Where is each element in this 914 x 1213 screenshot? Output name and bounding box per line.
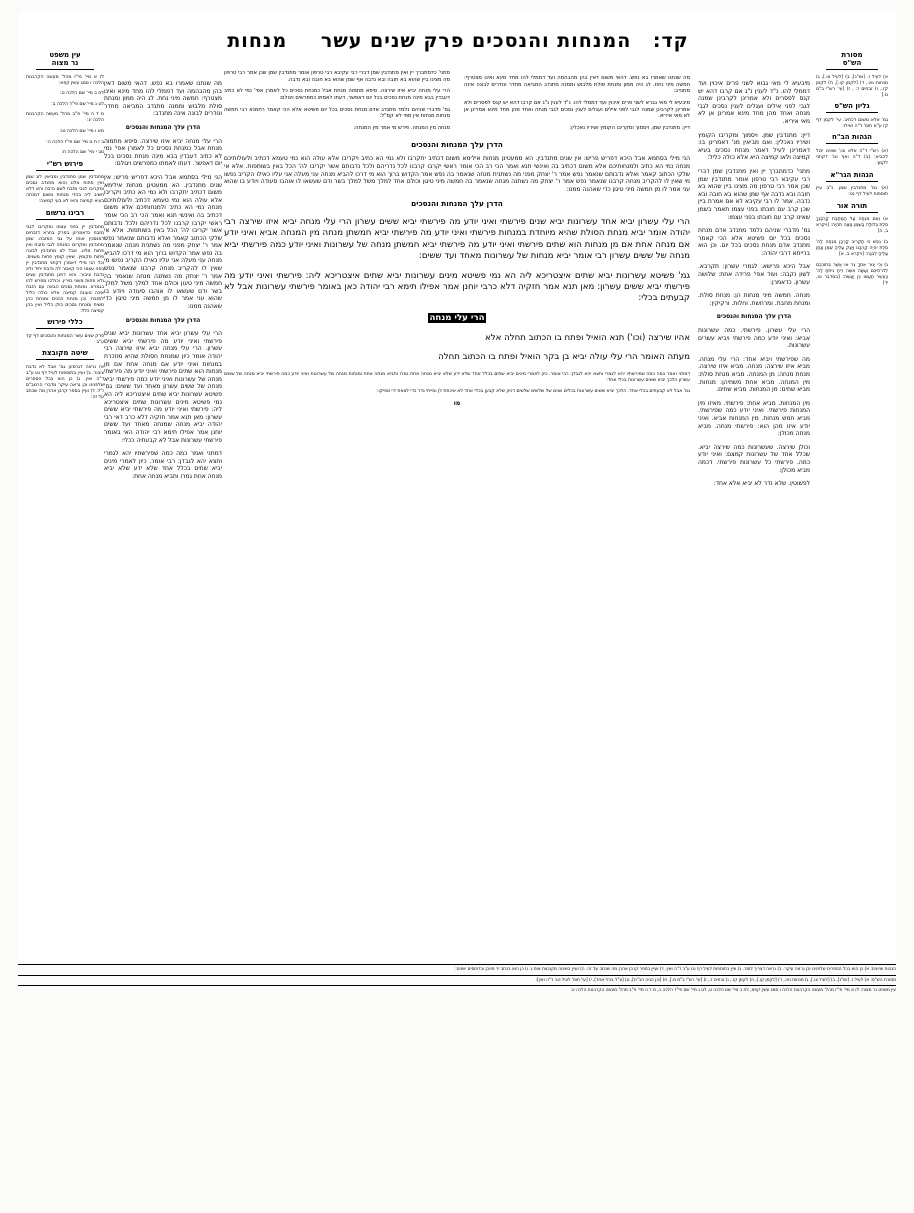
bottom-note-line: מסורת הש"ס: א) לעיל ז. [וש"נ], ב) [לעיל צו.], ג) מנחות נא:, ד) [לקמן קו.], ה) לקמן קז., ו) זבחים ז:, ז) [עי' רש"י ב"מ מ.], ח) [וכן הגיה הב"ח], ט) [צ"ל בכלי אחד], י) [עי' תוס' לעיל נט: ד"ה ואין]: bbox=[535, 977, 896, 983]
tosafot-paragraph: הרי עלי מנחה יביא איזו שירצה. סיפא מתמוה מנחת אבל כמנחת נסכים כל לאמרן אפי' נמי לא כתיב דעבדין בבא מינה מנחת נסכים בכל יום דאפשר. דעתו לאמתו כמפרשים ויגולם: bbox=[104, 137, 222, 168]
torah-or-verse: ב) נֶפֶשׁ כִּי תַקְרִיב קָרְבַּן מִנְחָה לַה' סֹלֶת יִהְיֶה קָרְבָּנוֹ וְיָצַק עָלֶיהָ שֶׁמֶן וְנָתַן עָלֶיהָ לְבֹנָה: [ויקרא ב, א] bbox=[816, 239, 888, 257]
tosafot-paragraph: הני מילי בסתמא אבל היכא דפריש פריש: אין שנים מתנדבין. הא ממעטינן מנחות אילימא משום דכתיב יתקרבו ולא נמי הא כתיב ויקריבו אלא עולה הוא נמי טעמא דכתיב ולעולותיכם מנחה נמי הא כתיב ולמנחותיכם אלא משום דכתיב בה ואינשי תנא ואמר הכי רב הכי אומר ראשי יקרבו קרבנו לכל נדריהם ולכל נדבותם אשר יקריבו לה' הכל באין בשותפות. אלא אי שלקי הכתוב קאמר ואלא נדבותם שנאמר נפש אמר ר' יצחק מפני מה נשתנית מנחה שנאמר בה נפש אמר הקדוש ברוך הוא מי דרכו להביא מנחה עני מעלה אני עליו כאילו הקריב נפשו מי שאין לו להקריב מנחה קרבנו שנאמר נפש אמר ר' יצחק מה נשתנה מנחה שנאמר בה חמשה מיני טיגון וכולם אחד למלך משל למלך בשר ודם שעשאו לו אוהבו סעודה ויודע בו שהוא עני אמר לו מן חמשה מיני טיגון כדי שאהנה ממנו: bbox=[104, 173, 222, 311]
divider bbox=[36, 359, 94, 360]
gemara-tail-paragraph: אהיו שירצה (וכו') תנא הואיל ופתח בו הכתוב תחלה אלא bbox=[485, 332, 690, 343]
perush-rashi-text: מתנדבין שמן מתנדבין ומביאין לוג שמן ואין פחות מלוג והוא מתנדב נסכים ומקריבו לגבי מזבח לשם נדבה והא דלא חשיב ליה בהדי מנחות משום דמנחה בעיא קמיצה והאי לא בעי קמיצה: bbox=[26, 175, 104, 205]
divider bbox=[826, 69, 878, 70]
masoret-hashas-column bbox=[816, 52, 888, 291]
hadran-alach-1: הדרן עלך המנחות והנסכים bbox=[411, 139, 503, 149]
gemara-top-paragraph: מיבעיא לי מאי גברא לשני פרים איכוין ועד דממלי להו. נ"ד לענין נ"ג אם קרבו דהא יש קנס לפסרים ולא אמרינן לקרבינן שמנה לגבי לפני אילים ועגלים לענין נסכים לגבי מנחה ואחד מהן מחד מינא אמרינן אן לא מאי איריא. bbox=[464, 100, 690, 120]
divider bbox=[36, 219, 94, 220]
torah-or-title: תורה אור bbox=[836, 201, 868, 210]
masechta-name: מנחות bbox=[227, 30, 288, 52]
perush-rashi-title: פירוש רש"י bbox=[46, 159, 84, 168]
gemara-top-two-columns bbox=[224, 70, 690, 137]
hadran-line: הדרן עלך המנחות והנסכים bbox=[125, 123, 201, 131]
tosafot-commentary-column bbox=[104, 74, 222, 487]
rashi-paragraph: דיין: מתנדבין שמן. ויסמוך ומקריבו הקומץ ושיריו נאכלין: ואם מביאין מנ' דאמרינן בו: דאמרינן לעיל דאמר מנחת נסכים בעיא קמיצה ולאו קמיצה היא אלא כולה כליל: bbox=[698, 131, 810, 162]
divider bbox=[826, 212, 878, 213]
divider bbox=[36, 170, 94, 171]
gemara-top-paragraph: דיין: מתנדבין שמן. ויסמוך ומקריבו הקומץ ושיריו נאכלין: bbox=[569, 125, 690, 132]
ein-mishpat-item: מ ד ה מיי' פ"ב מהל' מעשה הקרבנות הלכה יג: bbox=[26, 112, 104, 124]
rabenu-gershom-title: רבינו גרשום bbox=[45, 208, 85, 217]
bottom-notes-area bbox=[18, 962, 896, 994]
klalei-perush-text: פרק שנים עשר המנחות והנסכים דף קד ע"ב bbox=[26, 333, 104, 345]
tosafot-paragraph: הרי עלי עשרון יביא אחד עשרונות יביא שנים פירשתי ואיני יודע מה פירשתי יביא ששים עשרון. הרי עלי מנחה יביא איזו שירצה רבי יהודה אומר כיון שמנחת חסולת שהיא מוזכרת במנחות ואיני יודע אם מנחה אחת אם מן מנחות הוא שתים פירשתי ואיני יודע מה פירשתי מנחה של עשרונות ואיני יודע כמה פירשתי יביא מנחה של ששים עשרון מאחד ועד ששים: גם' פשיטא עשרונות יביא שתים איצטריכא ליה הא נמי פשיטא מינים עשרונות שתים איצטריכא ליה: פירשתי ואיני יודע מה פירשתי יביא ששים עשרון: מאן תנא אמר חזקיה דלא כרב דאי רבי יהודה יביא מנחה שמנחה מאחד ועד ששים יוחנן אמר אפילו תימא רבי יהודה האי באומר פירשתי עשרונות אבל לא קבעתיה ככלי: bbox=[104, 330, 222, 444]
page-sheet bbox=[18, 12, 896, 962]
rashi-paragraph: גמ' מדברי שניהם נלמד מתנדב אדם מנחת נסכים בכל יום פשיטא אלא הכי קאמר מתנדב אדם מנחת נסכים בכל יום. וכן הוא ברייתא דרבי יהודה: bbox=[698, 227, 810, 257]
rabenu-gershom-text: מתנדבין יין בפני עצמו ומקריבו לגבי מזבח כדאמרינן בפרק בתרא דזבחים דמנסכין אותו על גבי המזבח. שמן מתנדבין ומקריבו כמנחה לגבי מזבח ואין פחות מלוג. אבל לא מתנדבין לבונה פחות מקומץ. שאין קומץ פחות משנים. וכל הני מילי דאמרן דקתני מתנדבין יין בפני עצמו הכי קאמר לה נדבת יחיד ולא נדבת ציבור. והא דתנן מתנדבין עצים ולא פחות משני גזירין. וכולהו מפרש להו בגמרא. ומנחת נסכים הבאה עם הזבח אינה טעונה קמיצה אלא כולה כליל למזבח. וכן מנחת כהנים ומנחת כהן משיח ומנחת נסכים כולן כליל ואין בהן קמיצה כלל: bbox=[26, 224, 104, 314]
page-title bbox=[168, 30, 748, 52]
hadran-alach-2: הדרן עלך המנחות והנסכים bbox=[411, 199, 503, 209]
ein-mishpat-item: מא ו מיי' שם הלכה טו: bbox=[59, 128, 104, 134]
masoret-item: (א) רש"י ד"ה אלא וכו' שאינו יכול להביא: (ב) ד"ה ואף וכו' דקתני לקמן: bbox=[816, 148, 888, 166]
gemara-top-paragraph: הרי עלי מנחה יביא איזו שירצה. סיפא מתמוה מנחת אבל כמנחת נסכים כל לאמרן אפי' נמי לא כתיב דעבדין בבא מינה מנחת נסכים בכל יום דאפשר. דעתו לאמתו כמפרשים ויגולם: bbox=[224, 88, 450, 101]
folio-mark: מו bbox=[453, 400, 461, 408]
daf-number: קד: bbox=[652, 30, 689, 52]
gemara-footnote-line-2: גמ' אבל לא קבעתים בכלי אחד. הלכך יביא ששים עשרונות בכלים שנים של שלשים שלשים דכיון שלא קבען בכלי אחד לא איכפת לן ומייתי נדר כדי לצאת ידי ספיקו: bbox=[377, 388, 690, 394]
ein-mishpat-item: ב ז ח ט מיי' שם פי"ז הלכה ה: bbox=[46, 139, 104, 145]
gemara-top-paragraph: מתני' כדמתברך יין ואין מתנדבין שמן דברי רבי עקיבא רבי טרפון אומר מתנדבין שמן שכן אמר רבי טרפון מה מצינו ביין שהוא בא חובה ובא נדבה אף שמן שהוא בא חובה ובא נדבה. bbox=[224, 70, 450, 83]
bottom-note-line: עין משפט נר מצוה: לז א מיי' פי"ז מהל' מעשה הקרבנות הלכה ו סמג עשין קפא, לח ב מיי' שם הלכה ט, לט ג מיי' שם פי"ד הלכה ב, מ ד ה מיי' פ"ב מהל' מעשה הקרבנות הלכה יג: bbox=[570, 988, 896, 994]
gemara-top-paragraph: גמ' מדברי שניהם נלמד מתנדב אדם מנחת נסכים בכל יום פשיטא אלא הכי קאמר רחמנא רבי חמשה מנחות מנחות אין מפי לא קמ"ל: bbox=[224, 106, 450, 120]
ein-mishpat-title-line1: עין משפט bbox=[49, 51, 81, 59]
rashi-paragraph: מנחה. חמשה מיני מנחות הן: מנחת סולת. ומנחת מחבת. ומרחשת. וחלות. ורקיקין: bbox=[698, 292, 810, 307]
divider bbox=[826, 143, 878, 144]
divider bbox=[18, 985, 896, 986]
hagahot-hagra-title: הגהות הגר"א bbox=[830, 170, 874, 179]
tosafot-paragraph: דמתני ואמר כמה כמה שפירשתיו יהא לגמרי ותצא יהא לגבדן: רבי אומר. כיון לאמרי מינים יביא שתים בכלל אחד שלא ידע שלא יביא מנחה אחת גמרו ותביא מנחה אחת: bbox=[104, 450, 222, 480]
gemara-text: גמ' פשיטא עשרונות יביא שתים איצטריכא ליה הא נמי פשיטא מינים עשרונות יביא שתים איצטריכא ליה: פירשתי ואיני יודע מה פירשתי יביא ששים עשרון: מאן תנא אמר חזקיה דלא כרבי יוחנן אמר אפילו תימא רבי יהודה כאן באומר פירשתי עשרונות אבל לא קבעתים בכלי: bbox=[224, 270, 690, 304]
divider bbox=[18, 964, 896, 965]
divider bbox=[36, 69, 94, 70]
rashi-paragraph: וכולן שירצה. שעשרונות כמה שירצה יביא. שכלל אחד של עשרונות קמצם: ואיני יודע כמה. פירשתי כל עשרונות פירשתי. דכמה מביא מכולן: bbox=[698, 443, 810, 474]
page-header bbox=[168, 30, 748, 52]
gemara-main-text bbox=[224, 70, 690, 409]
ein-mishpat-item: מב י מיי' שם הלכה ח: bbox=[61, 150, 104, 156]
gilyon-title: גליון הש"ס bbox=[834, 102, 870, 111]
bottom-note-line: הגהות וציונים: א) כן הוא בכל הספרים שלפנינו וכן נראה עיקר. ב) נראה דצריך לומר. ג) עיין בתוספות לעיל דף נט ע"ב ד"ה ואין. ד) ועיין בספר קרבן אהרן מה שכתב על זה. ה) ועיין בשיטה מקובצת אות ג. ו) כן הוא בכתב יד מינכן ובדפוסים ישנים: bbox=[455, 967, 896, 972]
ein-mishpat-item: לט ג מיי' שם פי"ד הלכה ב: bbox=[51, 101, 104, 107]
torah-or-verse: א) וְאִם מִנְחָה עַל הַמַּחֲבַת קָרְבָּנֶךָ סֹלֶת בְּלוּלָה בַשֶּׁמֶן מַצָּה תִהְיֶה: [ויקרא ב, ה] bbox=[816, 217, 888, 235]
shita-mekubetzet-text: א) נראה דגרסינן גמ' אבל לא נדבת ציבור. ב) ועיין בתוספות לעיל דף נט ע"ב ד"ה ואין. ג) כן הוא בכל הספרים שלפנינו וכן נראה עיקר מדברי הרמב"ם ז"ל. ד) ועיין בספר קרבן אהרן מה שכתב על זה: bbox=[26, 364, 104, 400]
shita-mekubetzet-title: שיטה מקובצת bbox=[42, 349, 88, 358]
ein-mishpat-item: לז א מיי' פי"ז מהל' מעשה הקרבנות הלכה ו סמג עשין קפא: bbox=[26, 74, 104, 86]
rashi-commentary-column bbox=[698, 74, 810, 494]
gemara-footnote-line: דמתני ואמר כמה כמה שפירשתיו יהא לגמרי ותצא יהא לגבדן: רבי אומר. כיון לאמרי מינים יביא שתים בכלל אחד שלא ידע שלא יביא מנחה אחת גמרו ותביא מנחה אחת ומנחות מנחה של עשרונות ואיני יודע כמה פירשתי יביא מנחה של ששים עשרון הלכך יביא ששים עשרונות בכלי אחד: bbox=[224, 372, 690, 384]
rashi-paragraph: אבל היכא פרישא. לגמרי עשרון: תקרבא. לשון נקבה: ועוד אפי' פרידה אחת: שלושה עשרון. כדאמרן: bbox=[698, 263, 810, 286]
gemara-tail-paragraph-2: מעתה האומר הרי עלי עולה יביא בן בקר הואיל ופתח בו הכתוב תחלה bbox=[438, 352, 690, 363]
hadran-line: הדרן עלך המנחות והנסכים bbox=[125, 316, 201, 324]
divider bbox=[826, 112, 878, 113]
gemara-body-paragraph: הני מילי בסתמא אבל היכא דפריש פריש: אין שנים מתנדבין. הא ממעטינן מנחות אילימא משום דכתיב יתקרבו ולא נמי הא כתיב ויקריבו אלא עולה הוא נמי טעמא דכתיב ולעולותיכם מנחה נמי הא כתיב ולמנחותיכם אלא משום דכתיב בה ואינשי תנא ואמר הכי רב הכי אומר ראשי יקרבו קרבנו לכל נדריהם ולכל נדבותם אשר יקריבו לה' הכל באין בשותפות. אלא אי שלקי הכתוב קאמר ואלא נדבותם שנאמר נפש אמר ר' יצחק מפני מה נשתנית מנחה שנאמר בה נפש אמר הקדוש ברוך הוא מי דרכו להביא מנחה עני מעלה אני עליו כאילו הקריב נפשו מי שאין לו להקריב מנחה קרבנו שנאמר נפש אמר ר' יצחק מה נשתנה מנחה שנאמר בה חמשה מיני טיגון וכולם אחד למלך משל למלך בשר ודם שעשאו לו אוהבו סעודה ויודע בו שהוא עני אמר לו מן חמשה מיני טיגון כדי שאהנה ממנו: bbox=[224, 155, 690, 193]
hadran-line: הדרן עלך המנחות והנסכים bbox=[716, 313, 792, 321]
masoret-item: (א) גמ' מתנדבין שמן. נ"ב עיין תוספות לעיל דף נט: bbox=[816, 186, 888, 198]
torah-or-verse: ג) וְכִי יָגוּר אִתְּךָ גֵּר אוֹ אֲשֶׁר בְּתוֹכְכֶם לְדֹרֹתֵיכֶם וְעָשָׂה אִשֵּׁה רֵיחַ נִיחֹחַ לַה' כַּאֲשֶׁר תַּעֲשׂוּ כֵּן יַעֲשֶׂה: [במדבר טו, יד] bbox=[816, 262, 888, 286]
gemara-top-paragraph: מה שנתנו שאמרו בא נפש. דהאי משום דאין בהן מהבהמה ועד דממלי להו מחד מינא ואינו מצטרף: חמשה מיני נחת. לג היה ממון ומנחת סולת מלבוש וממנה מתנדב המביאה מחדר ונודרים לבונה אינה מתנדב: bbox=[464, 75, 690, 95]
tosafot-paragraph: מה שנתנו שאמרו בא נפש. דהאי משום דאין בהן מהבהמה ועד דממלי להו מחד מינא ואינו מצטרף: חמשה מיני נחת. לג היה ממון ומנחת סולת מלבוש וממנה מתנדב המביאה מחדר ונודרים לבונה אינה מתנדב: bbox=[104, 80, 222, 118]
hagahot-bach-title: הגהות הב"ח bbox=[832, 133, 872, 142]
rashi-paragraph: מיבעיא לי מאי גבוא לשני פרים איכוין ועד דממלי להו. נ"ד לענין נ"ג אם קרבו דהא יש קנס לפסרים ולא אמרינן לקרבינן שמנה לגבי לפני אילים ועגלים לענין נסכים לגבי מנחה ואחד מהן מחד מינא אמרינן אן לא מאי איריא. bbox=[698, 80, 810, 125]
ein-mishpat-title-line2: נר מצוה bbox=[51, 59, 79, 67]
divider bbox=[826, 181, 878, 182]
highlighted-phrase-line bbox=[224, 313, 690, 324]
divider bbox=[36, 328, 94, 329]
gemara-top-paragraph: מנחה מין המנחה. פירש מי אמר מין המנחה: bbox=[353, 125, 450, 132]
ein-mishpat-item: לח ב מיי' שם הלכה ט: bbox=[60, 91, 104, 97]
masoret-item: גמ' אלא משום דכתיב. עי' לקמן דף קז ע"א תוס' ד"ה ואילו: bbox=[816, 117, 888, 129]
divider bbox=[18, 975, 896, 976]
ein-mishpat-column bbox=[26, 52, 104, 406]
rashi-paragraph: הרי עלי עשרון. פירשתי. כמה עשרונות אביא: ואיני יודע כמה פירשתי ויביא עשרים עשרונות. bbox=[698, 327, 810, 350]
rashi-paragraph: מין המנחות. מביא אחת: פירשתי. מאיזו מין המנחות פירשתי. ואיני יודע כמה שפירשתי. מביא חמש מנחות. מין המנחות אביא. ואיני יודע איזו מהן הוא: פירשתי מנחה. מביא מנחה מכולן: bbox=[698, 399, 810, 438]
rashi-paragraph: מתני' כדמתברך יין ואין מתנדבין שמן דברי רבי עקיבא רבי טרפון אומר מתנדבין שמן שכן אמר רבי טרפון מה מצינו ביין שהוא בא חובה ובא נדבה אף שמן שהוא בא חובה ובא נדבה. אמר לו רבי עקיבא לא אם אמרת ביין שכן קרב עם חובתו בפני עצמו תאמר בשמן שאינו קרב עם חובתו בפני עצמו: bbox=[698, 167, 810, 221]
masoret-item: א) לעיל ז. [וש"נ], ב) [לעיל צו.], ג) מנחות נא:, ד) [לקמן קו.], ה) לקמן קז., ו) זבחים ז: , ז) [עי' רש"י ב"מ מ.] bbox=[816, 74, 888, 98]
masoret-title-line1: מסורת bbox=[841, 51, 863, 59]
klalei-perush-title: כללי פירוש bbox=[47, 318, 83, 327]
page-title-words: המנחות והנסכים bbox=[472, 30, 632, 52]
rashi-paragraph: לפשוטין. שלא נדר לא יביא אלא אחד: bbox=[713, 480, 810, 488]
masoret-title-line2: הש"ס bbox=[842, 59, 862, 67]
rashi-paragraph: מה שפירשתי ויביא אחד: הרי עלי מנחה. מביא איזו שירצה: מנחה. מביא איזו שירצה. מנחת מנחה: מן המנחה. מביא מנחת סולת: מין המנחה. מביא אחת משתיהן: מנחות. מביא שתים: מן המנחות. מביא שתים. bbox=[698, 355, 810, 394]
perek-name: פרק שנים עשר bbox=[320, 30, 465, 52]
highlighted-phrase: הרי עלי מנחה bbox=[429, 312, 485, 323]
mishna-text: הרי עלי עשרון יביא אחד עשרונות יביא שנים פירשתי ואיני יודע מה פירשתי יביא ששים עשרון הרי עלי מנחה יביא איזו שירצה רבי יהודה אומר יביא מנחת הסולת שהיא מיוחדת במנחות פירשתי ואיני יודע מה פירשתי יביא חמשתן מנחה מין המנחה אביא ואיני יודע אם מנחה אחת אם מן מנחות הוא שתים פירשתי ואיני יודע מה פירשתי יביא חמשתן מנחה של עשרונות ואיני יודע כמה פירשתי יביא מנחה של ששים עשרון רבי אומר יביא מנחות של עשרונות מאחד ועד ששים: bbox=[224, 217, 690, 261]
